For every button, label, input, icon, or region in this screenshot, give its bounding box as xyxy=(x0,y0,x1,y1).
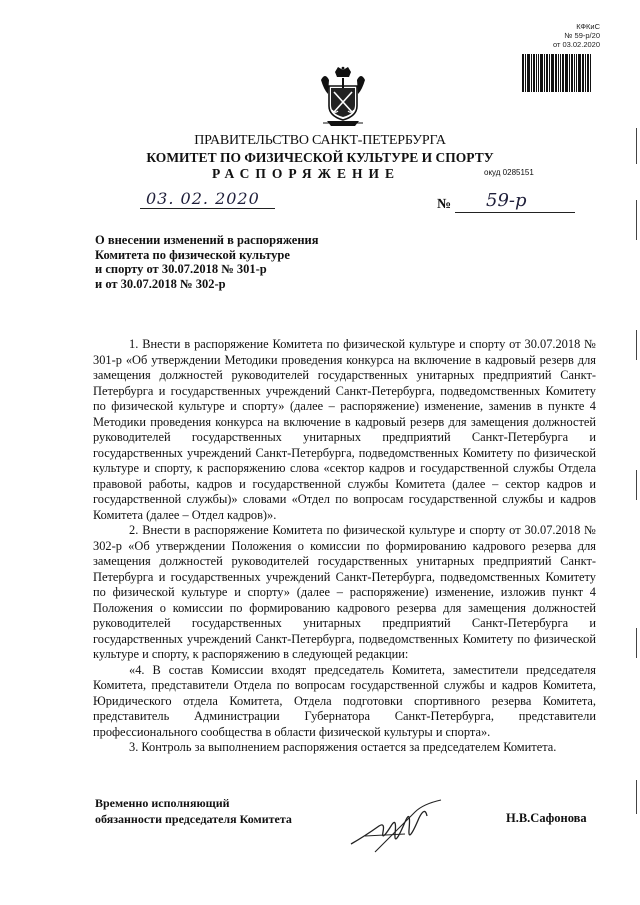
registration-stamp xyxy=(518,22,600,49)
scan-edge-mark xyxy=(636,330,638,360)
stamp-reg-number: № 59-р/20 xyxy=(564,31,600,40)
subject-line: О внесении изменений в распоряжения xyxy=(95,233,319,247)
document-number: 59-р xyxy=(486,190,527,211)
number-underline xyxy=(455,211,575,213)
date-underline xyxy=(140,207,275,209)
subject-line: и спорту от 30.07.2018 № 301-р xyxy=(95,262,267,276)
signatory-position xyxy=(95,796,325,827)
document-body xyxy=(93,337,596,756)
scan-edge-mark xyxy=(636,628,638,658)
document-type: РАСПОРЯЖЕНИЕ xyxy=(211,166,401,181)
coat-of-arms-emblem xyxy=(317,66,369,128)
subject-line: Комитета по физической культуре xyxy=(95,247,290,262)
scan-edge-mark xyxy=(636,470,638,500)
government-title: ПРАВИТЕЛЬСТВО САНКТ-ПЕТЕРБУРГА xyxy=(194,133,446,148)
document-date: 03. 02. 2020 xyxy=(146,189,260,208)
number-label: № xyxy=(437,197,452,212)
signatory-position-line: обязанности председателя Комитета xyxy=(95,811,292,826)
handwritten-signature xyxy=(345,796,450,858)
paragraph-2-quote: «4. В состав Комиссии входят председатель Комитета, заместители председателя Комитета, представители Отдела по вопросам государственной службы и кадров Комитета, Юридического отдела Комитета, Отдела подготовки спортивного резерва Комитета, представитель Администрации Губернатора Санкт-Петербурга, представители профессионального сообщества в области физической культуры и спорта». xyxy=(93,662,596,739)
signatory-name: Н.В.Сафонова xyxy=(506,811,587,825)
signatory-position-line: Временно исполняющий xyxy=(95,796,230,810)
barcode xyxy=(522,54,600,92)
stamp-reg-date: от 03.02.2020 xyxy=(552,40,600,49)
stamp-org: КФКиС xyxy=(576,22,600,31)
document-subject xyxy=(95,233,355,291)
paragraph-2: 2. Внести в распоряжение Комитета по физической культуре и спорту от 30.07.2018 № 302-р «Об утверждении Положения о комиссии по формированию кадрового резерва для замещения должностей руководителей государственных унитарных предприятий Санкт-Петербурга и государственных учреждений Санкт-Петербурга, подведомственных Комитету по физической культуре и спорту» (далее – распоряжение) изменение, изложив пункт 4 Положения о комиссии по формированию кадрового резерва для замещения должностей руководителей государственных унитарных предприятий Санкт-Петербурга и государственных учреждений Санкт-Петербурга, подведомственных Комитету по физической культуре и спорту, к распоряжению в следующей редакции: xyxy=(93,523,596,661)
okud-code: окуд 0285151 xyxy=(484,168,534,177)
committee-title: КОМИТЕТ ПО ФИЗИЧЕСКОЙ КУЛЬТУРЕ И СПОРТУ xyxy=(146,150,494,165)
subject-line: и от 30.07.2018 № 302-р xyxy=(95,276,226,291)
paragraph-1: 1. Внести в распоряжение Комитета по физической культуре и спорту от 30.07.2018 № 301-р «Об утверждении Методики проведения конкурса на включение в кадровый резерв для замещения должностей руководителей государственных унитарных предприятий Санкт-Петербурга и государственных учреждений Санкт-Петербурга, подведомственных Комитету по физической культуре и спорту» (далее – распоряжение) изменение, заменив в пункте 4 Методики проведения конкурса на включение в кадровый резерв для замещения должностей руководителей государственных унитарных предприятий Санкт-Петербурга и государственных учреждений Санкт-Петербурга, подведомственных Комитету по физической культуре и спорту, к распоряжению слова «сектор кадров и государственной службы Отдела правовой работы, кадров и государственной службы Комитета (далее – сектор кадров и государственной службы)» словами «Отдел по вопросам государственной службы и кадров Комитета (далее – Отдел кадров)». xyxy=(93,337,596,522)
scan-edge-mark xyxy=(636,128,638,164)
scan-edge-mark xyxy=(636,200,638,240)
scan-edge-mark xyxy=(636,780,638,814)
paragraph-3: 3. Контроль за выполнением распоряжения остается за председателем Комитета. xyxy=(129,740,557,754)
